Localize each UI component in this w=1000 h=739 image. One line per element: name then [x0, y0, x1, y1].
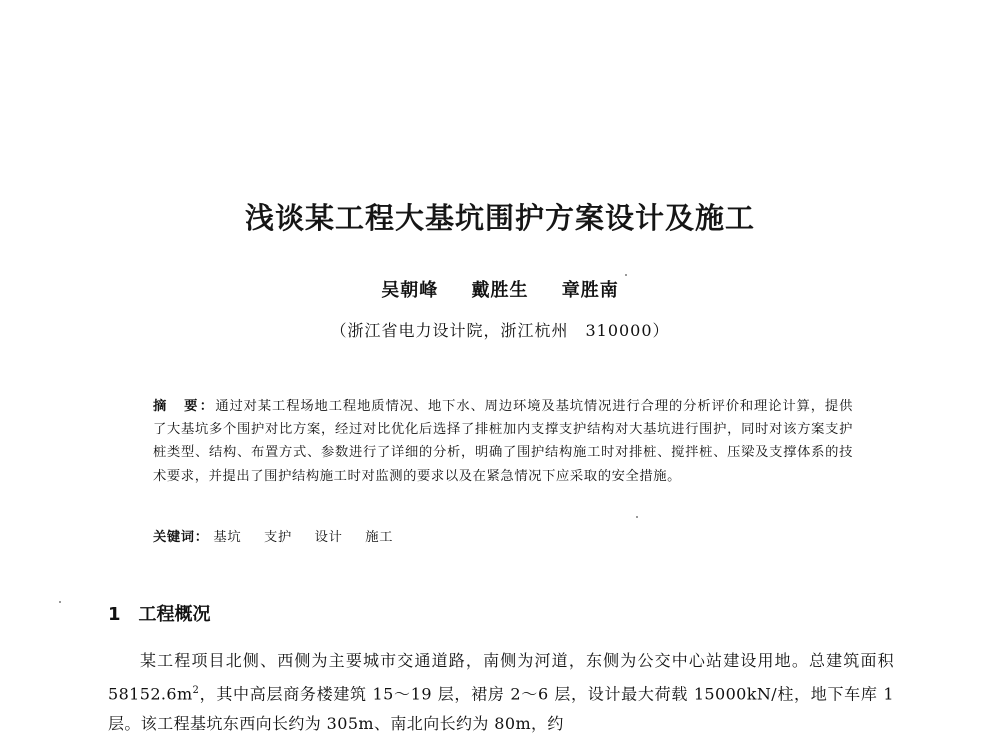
author-name: 吴朝峰 [381, 280, 439, 301]
section-title: 工程概况 [138, 604, 211, 625]
scan-speck [59, 601, 61, 603]
scan-speck [625, 274, 627, 276]
author-name: 章胜南 [561, 280, 619, 301]
keywords [153, 526, 411, 545]
abstract-label: 摘 要： [153, 399, 216, 414]
keyword: 支护 [264, 530, 292, 545]
abstract [153, 395, 853, 488]
affiliation: （浙江省电力设计院，浙江杭州 310000） [330, 321, 670, 340]
keywords-label: 关键词： [153, 530, 209, 545]
body-text-part2: ，其中高层商务楼建筑 15～19 层，裙房 2～6 层，设计最大荷载 15000kN/柱，地下车库 1 层。该工程基坑东西向长约为 305m、南北向长约为 80m，约 [108, 684, 894, 734]
section-number: 1 [108, 604, 121, 625]
section-heading [108, 600, 211, 626]
superscript: 2 [192, 685, 200, 696]
abstract-text: 通过对某工程场地工程地质情况、地下水、周边环境及基坑情况进行合理的分析评价和理论计算，提供了大基坑多个围护对比方案，经过对比优化后选择了排桩加内支撑支护结构对大基坑进行围护，同时对该方案支护桩类型、结构、布置方式、参数进行了详细的分析，明确了围护结构施工时对排桩、搅拌桩、压梁及支撑体系的技术要求，并提出了围护结构施工时对监测的要求以及在紧急情况下应采取的安全措施。 [153, 399, 854, 484]
author-list [0, 276, 1000, 302]
keyword: 施工 [365, 530, 394, 545]
body-paragraph [108, 646, 894, 739]
scan-speck [636, 516, 638, 518]
keyword: 设计 [314, 530, 343, 545]
keyword: 基坑 [213, 530, 242, 545]
paper-title: 浅谈某工程大基坑围护方案设计及施工 [244, 201, 755, 235]
author-name: 戴胜生 [471, 280, 529, 301]
body-text-part1: 某工程项目北侧、西侧为主要城市交通道路，南侧为河道，东侧为公交中心站建设用地。总建筑面积 58152.6m [108, 651, 894, 704]
